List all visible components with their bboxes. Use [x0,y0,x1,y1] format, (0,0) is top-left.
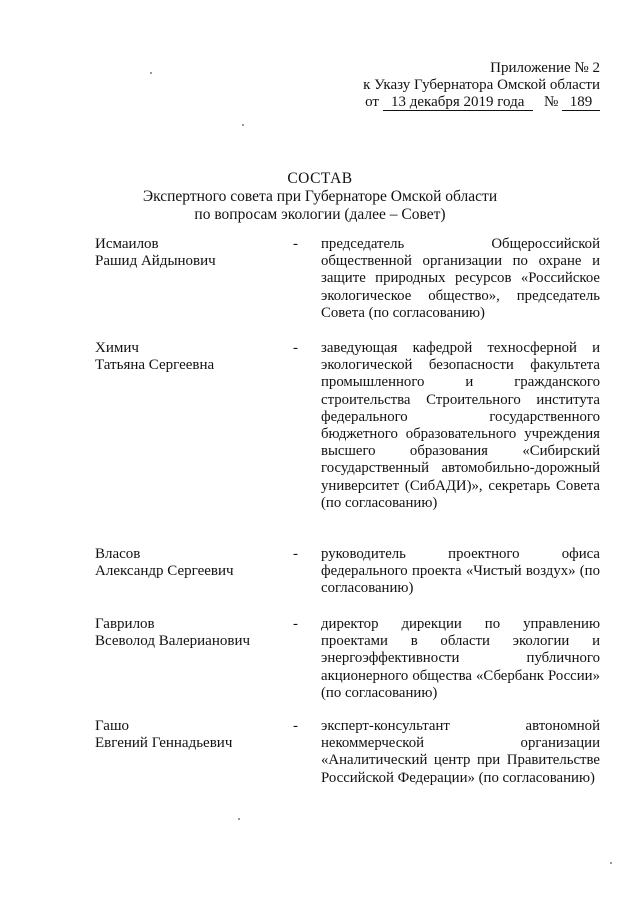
member-surname: Власов [95,546,141,562]
member-name [95,236,285,270]
member-given-names: Татьяна Сергеевна [95,357,215,373]
scan-speck [238,818,240,820]
member-name [95,616,285,650]
appendix-title: Приложение № 2 [490,60,600,76]
member-dash: - [293,718,298,734]
decree-date: 13 декабря 2019 года [383,95,533,111]
member-dash: - [293,616,298,632]
member-surname: Гашо [95,718,130,734]
member-given-names: Всеволод Валерианович [95,633,251,649]
heading-subtitle-2: по вопросам экологии (далее – Совет) [194,206,446,223]
decree-number-sign: № [543,94,559,110]
scan-speck [610,862,612,864]
member-dash: - [293,546,298,562]
member-dash: - [293,236,298,252]
decree-date-prefix: от [365,94,379,110]
decree-date-row [330,94,600,111]
appendix-decree-reference: к Указу Губернатора Омской области [363,77,600,93]
member-role: заведующая кафедрой техносферной и экологической безопасности факультета промышленного и гражданского строительства Строительного института федерального государственного бюджетного образовательного учреждения высшего образования «Сибирский государственный автомобильно-дорожный университет (СибАДИ)», секретарь Совета (по согласованию) [321,340,600,511]
member-role: директор дирекции по управлению проектами в области экологии и энергоэффективности публичного акционерного общества «Сбербанк России» (по согласованию) [321,616,600,701]
member-name [95,340,285,374]
member-given-names: Александр Сергеевич [95,563,234,579]
member-given-names: Рашид Айдынович [95,253,216,269]
member-surname: Исмаилов [95,236,159,252]
member-role: председатель Общероссийской общественной организации по охране и защите природных ресурсов «Российское экологическое общество», председатель Совета (по согласованию) [321,236,600,321]
decree-number: 189 [562,95,600,111]
scan-speck [242,124,244,126]
member-name [95,546,285,580]
heading-subtitle-1: Экспертного совета при Губернаторе Омской области [142,188,498,205]
member-surname: Гаврилов [95,616,155,632]
member-role: эксперт-консультант автономной некоммерческой организации «Аналитический центр при Правительстве Российской Федерации» (по согласованию) [321,718,600,786]
member-dash: - [293,340,298,356]
heading-title: СОСТАВ [287,170,353,187]
member-given-names: Евгений Геннадьевич [95,735,233,751]
appendix-block [330,60,600,111]
member-role: руководитель проектного офиса федерального проекта «Чистый воздух» (по согласованию) [321,546,600,597]
scan-speck [150,72,152,74]
member-surname: Химич [95,340,139,356]
document-heading [0,170,640,224]
member-name [95,718,285,752]
